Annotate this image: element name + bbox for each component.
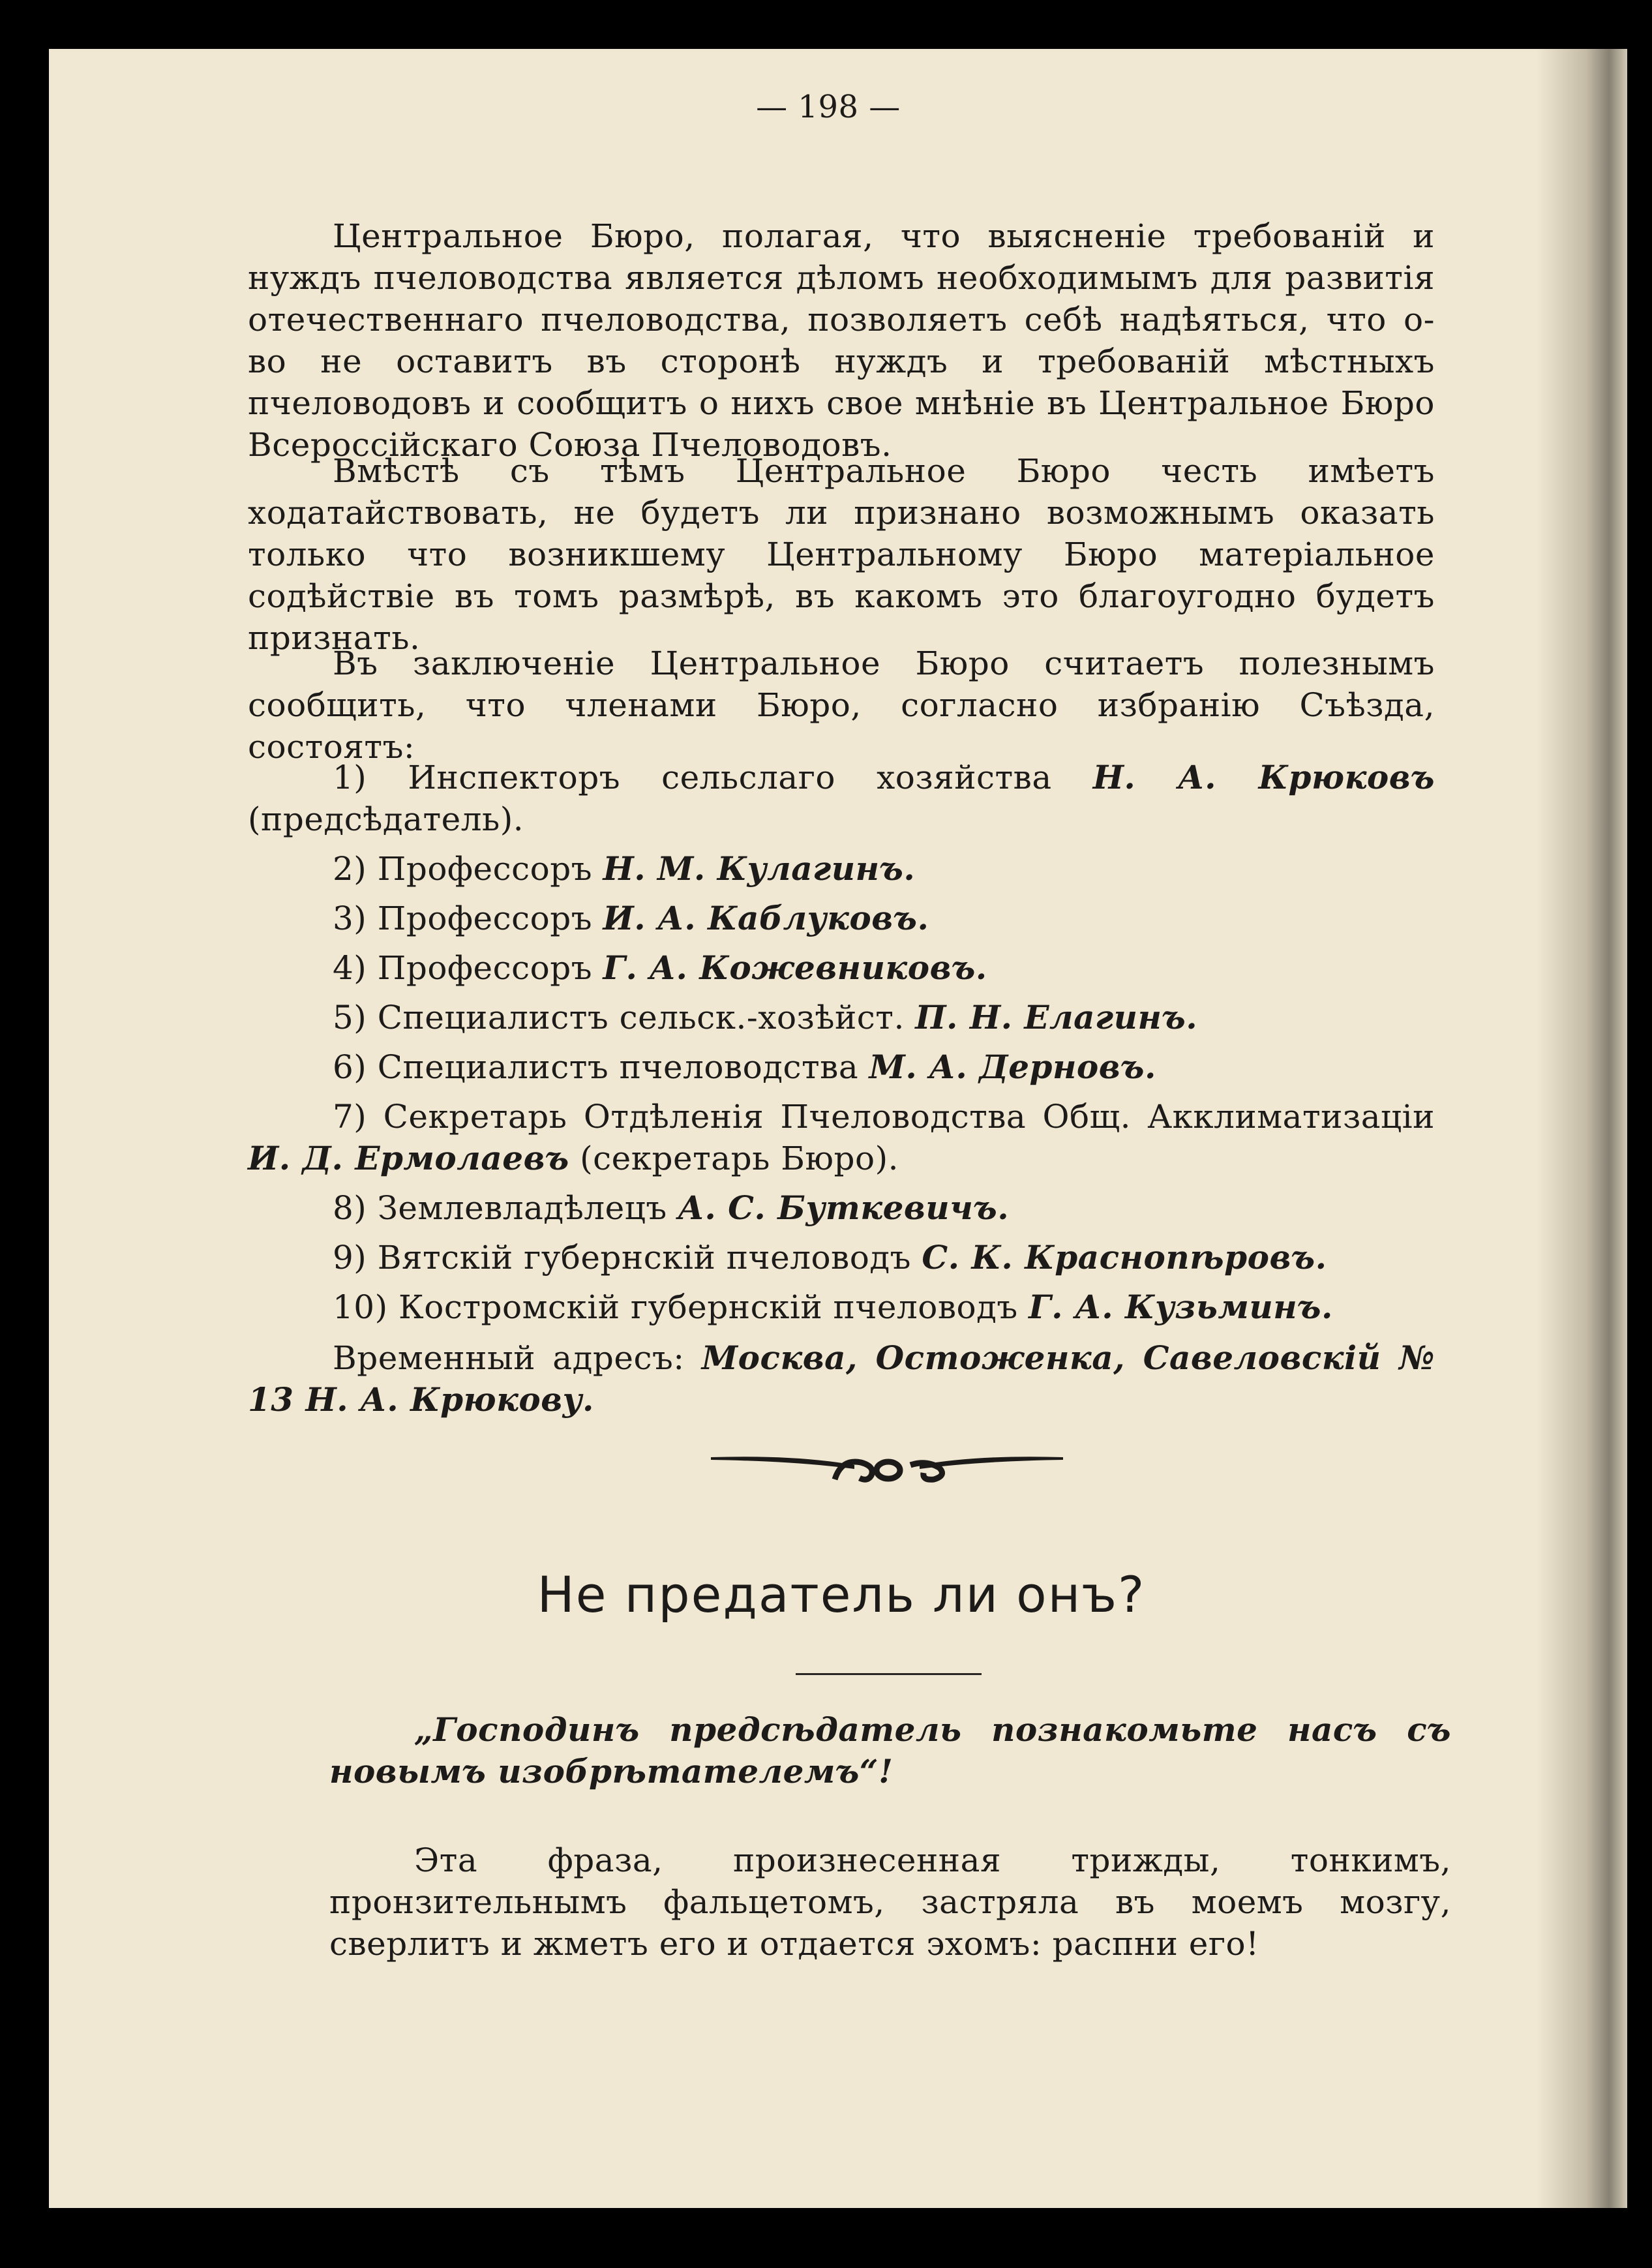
address-value: Москва, Остоженка, Савеловскій № 13 Н. А. Крюкову.	[248, 1338, 1435, 1419]
second-paragraph	[248, 450, 1435, 659]
paragraph-2: Вмѣстѣ съ тѣмъ Центральное Бюро честь имѣетъ ходатайствовать, не будетъ ли признано возможнымъ оказать только что возникшему Центральному Бюро матеріальное содѣйствіе въ томъ размѣрѣ, въ какомъ это благоугодно будетъ признать.	[248, 452, 1435, 657]
ornament-center-loop	[877, 1462, 900, 1479]
ornament-left-stroke	[711, 1457, 854, 1469]
list-item: 10) Костромскій губернскій пчеловодъ Г. А. Кузьминъ.	[333, 1288, 1333, 1326]
list-item: 5) Специалистъ сельск.-хозѣйст. П. Н. Елагинъ.	[333, 998, 1198, 1036]
members-list	[248, 757, 1435, 1328]
page-gutter-shadow	[1536, 49, 1627, 2208]
members-list-container	[248, 757, 1435, 1336]
intro-paragraph	[248, 215, 1435, 466]
address-block	[248, 1337, 1435, 1421]
ornament-left-scroll	[835, 1462, 872, 1479]
title-underline	[796, 1673, 982, 1675]
list-item: 4) Профессоръ Г. А. Кожевниковъ.	[333, 948, 987, 987]
paragraph-3: Въ заключеніе Центральное Бюро считаетъ полезнымъ сообщить, что членами Бюро, согласно избранію Съѣзда, состоятъ:	[248, 644, 1435, 766]
ornament-right-scroll	[910, 1463, 942, 1479]
page-number: — 198 —	[756, 89, 901, 125]
paragraph-1: Центральное Бюро, полагая, что выясненіе требованій и нуждъ пчеловодства является дѣломъ необходимымъ для развитія отечественнаго пчеловодства, позволяетъ себѣ надѣяться, что о-во не оставитъ въ сторонѣ нуждъ и требованій мѣстныхъ пчеловодовъ и сообщитъ о нихъ свое мнѣніе въ Центральное Бюро Всероссійскаго Союза Пчеловодовъ.	[248, 217, 1435, 464]
list-item: 7) Секретарь Отдѣленія Пчеловодства Общ. Акклиматизаціи И. Д. Ермолаевъ (секретарь Бюро).	[248, 1098, 1435, 1177]
section-title: Не предатель ли онъ?	[537, 1565, 1146, 1624]
list-item: 8) Землевладѣлецъ А. С. Буткевичъ.	[333, 1188, 1010, 1227]
opening-quote: „Господинъ предсѣдатель познакомьте насъ съ новымъ изобрѣтателемъ“!	[329, 1710, 1451, 1791]
ornament-divider-icon	[704, 1439, 1070, 1491]
list-item: 1) Инспекторъ сельслаго хозяйства Н. А. Крюковъ (предсѣдатель).	[248, 758, 1435, 838]
list-item: 2) Профессоръ Н. М. Кулагинъ.	[333, 849, 916, 888]
list-item: 6) Специалистъ пчеловодства М. А. Дерновъ.	[333, 1048, 1156, 1086]
third-paragraph	[248, 643, 1435, 768]
address-line	[248, 1337, 1435, 1421]
list-item: 9) Вятскій губернскій пчеловодъ С. К. Краснопѣровъ.	[333, 1238, 1327, 1277]
list-item: 3) Профессоръ И. А. Каблуковъ.	[333, 899, 929, 937]
address-label: Временный адресъ:	[333, 1339, 702, 1377]
closing-paragraph: Эта фраза, произнесенная трижды, тонкимъ, пронзительнымъ фальцетомъ, застряла въ моемъ мозгу, сверлитъ и жметъ его и отдается эхомъ: распни его!	[329, 1841, 1451, 1963]
